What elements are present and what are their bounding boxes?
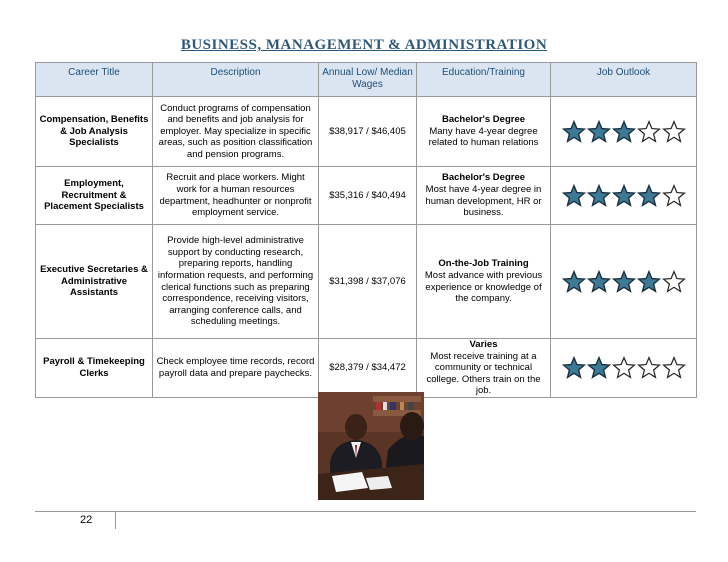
career-title-cell: Executive Secretaries & Administrative Assistants [36, 225, 153, 339]
star-filled-icon [637, 184, 661, 207]
star-filled-icon [587, 120, 611, 143]
star-outline-icon [637, 356, 661, 379]
career-title-cell: Compensation, Benefits & Job Analysis Specialists [36, 97, 153, 167]
star-filled-icon [562, 120, 586, 143]
description-cell: Provide high-level administrative support by conducting research, preparing reports, handling information requests, and performing clerical functions such as preparing correspondence, receiving visitors, arranging conference calls, and scheduling meetings. [153, 225, 319, 339]
footer-divider [115, 511, 116, 529]
header-description: Description [153, 63, 319, 97]
footer-rule [35, 511, 696, 512]
education-cell [417, 339, 551, 398]
star-filled-icon [612, 184, 636, 207]
photo-illustration [318, 392, 424, 500]
star-rating [554, 120, 693, 143]
star-filled-icon [587, 184, 611, 207]
description-cell: Conduct programs of compensation and benefits and job analysis for employer. May specialize in specific areas, such as position classification and pension programs. [153, 97, 319, 167]
star-outline-icon [662, 120, 686, 143]
table-header-row [36, 63, 697, 97]
table-row [36, 225, 697, 339]
career-title-cell: Employment, Recruitment & Placement Specialists [36, 167, 153, 225]
header-job-outlook: Job Outlook [551, 63, 697, 97]
job-outlook-cell [551, 225, 697, 339]
star-rating [554, 270, 693, 293]
office-meeting-photo [318, 392, 424, 500]
job-outlook-cell [551, 167, 697, 225]
star-filled-icon [562, 356, 586, 379]
education-detail: Most advance with previous experience or knowledge of the company. [424, 269, 543, 305]
job-outlook-cell [551, 339, 697, 398]
header-education: Education/Training [417, 63, 551, 97]
careers-table [35, 62, 697, 398]
star-rating [554, 184, 693, 207]
star-outline-icon [612, 356, 636, 379]
star-outline-icon [662, 270, 686, 293]
description-cell: Check employee time records, record payroll data and prepare paychecks. [153, 339, 319, 398]
star-filled-icon [637, 270, 661, 293]
wages-cell: $31,398 / $37,076 [319, 225, 417, 339]
education-detail: Most receive training at a community or technical college. Others train on the job. [426, 350, 541, 397]
education-title: Bachelor's Degree [441, 172, 526, 184]
career-title-cell: Payroll & Timekeeping Clerks [36, 339, 153, 398]
star-outline-icon [662, 356, 686, 379]
table-row [36, 97, 697, 167]
star-rating [554, 356, 693, 379]
star-filled-icon [612, 270, 636, 293]
wages-cell: $38,917 / $46,405 [319, 97, 417, 167]
table-row [36, 339, 697, 398]
education-cell [417, 225, 551, 339]
page-title: BUSINESS, MANAGEMENT & ADMINISTRATION [180, 37, 548, 53]
education-detail: Most have 4-year degree in human development, HR or business. [425, 183, 542, 219]
header-career-title: Career Title [36, 63, 153, 97]
star-outline-icon [637, 120, 661, 143]
education-cell [417, 97, 551, 167]
education-title: Varies [469, 339, 498, 350]
education-title: On-the-Job Training [438, 258, 529, 270]
wages-cell: $28,379 / $34,472 [319, 339, 417, 398]
education-title: Bachelor's Degree [441, 114, 526, 126]
star-filled-icon [562, 184, 586, 207]
education-detail: Many have 4-year degree related to human relations [428, 125, 539, 149]
star-filled-icon [587, 356, 611, 379]
star-filled-icon [562, 270, 586, 293]
star-filled-icon [612, 120, 636, 143]
star-outline-icon [662, 184, 686, 207]
wages-cell: $35,316 / $40,494 [319, 167, 417, 225]
star-filled-icon [587, 270, 611, 293]
header-wages: Annual Low/ Median Wages [319, 63, 417, 97]
education-cell [417, 167, 551, 225]
table-row [36, 167, 697, 225]
page-number: 22 [80, 514, 93, 526]
job-outlook-cell [551, 97, 697, 167]
description-cell: Recruit and place workers. Might work for a human resources department, headhunter or nonprofit employment service. [153, 167, 319, 225]
